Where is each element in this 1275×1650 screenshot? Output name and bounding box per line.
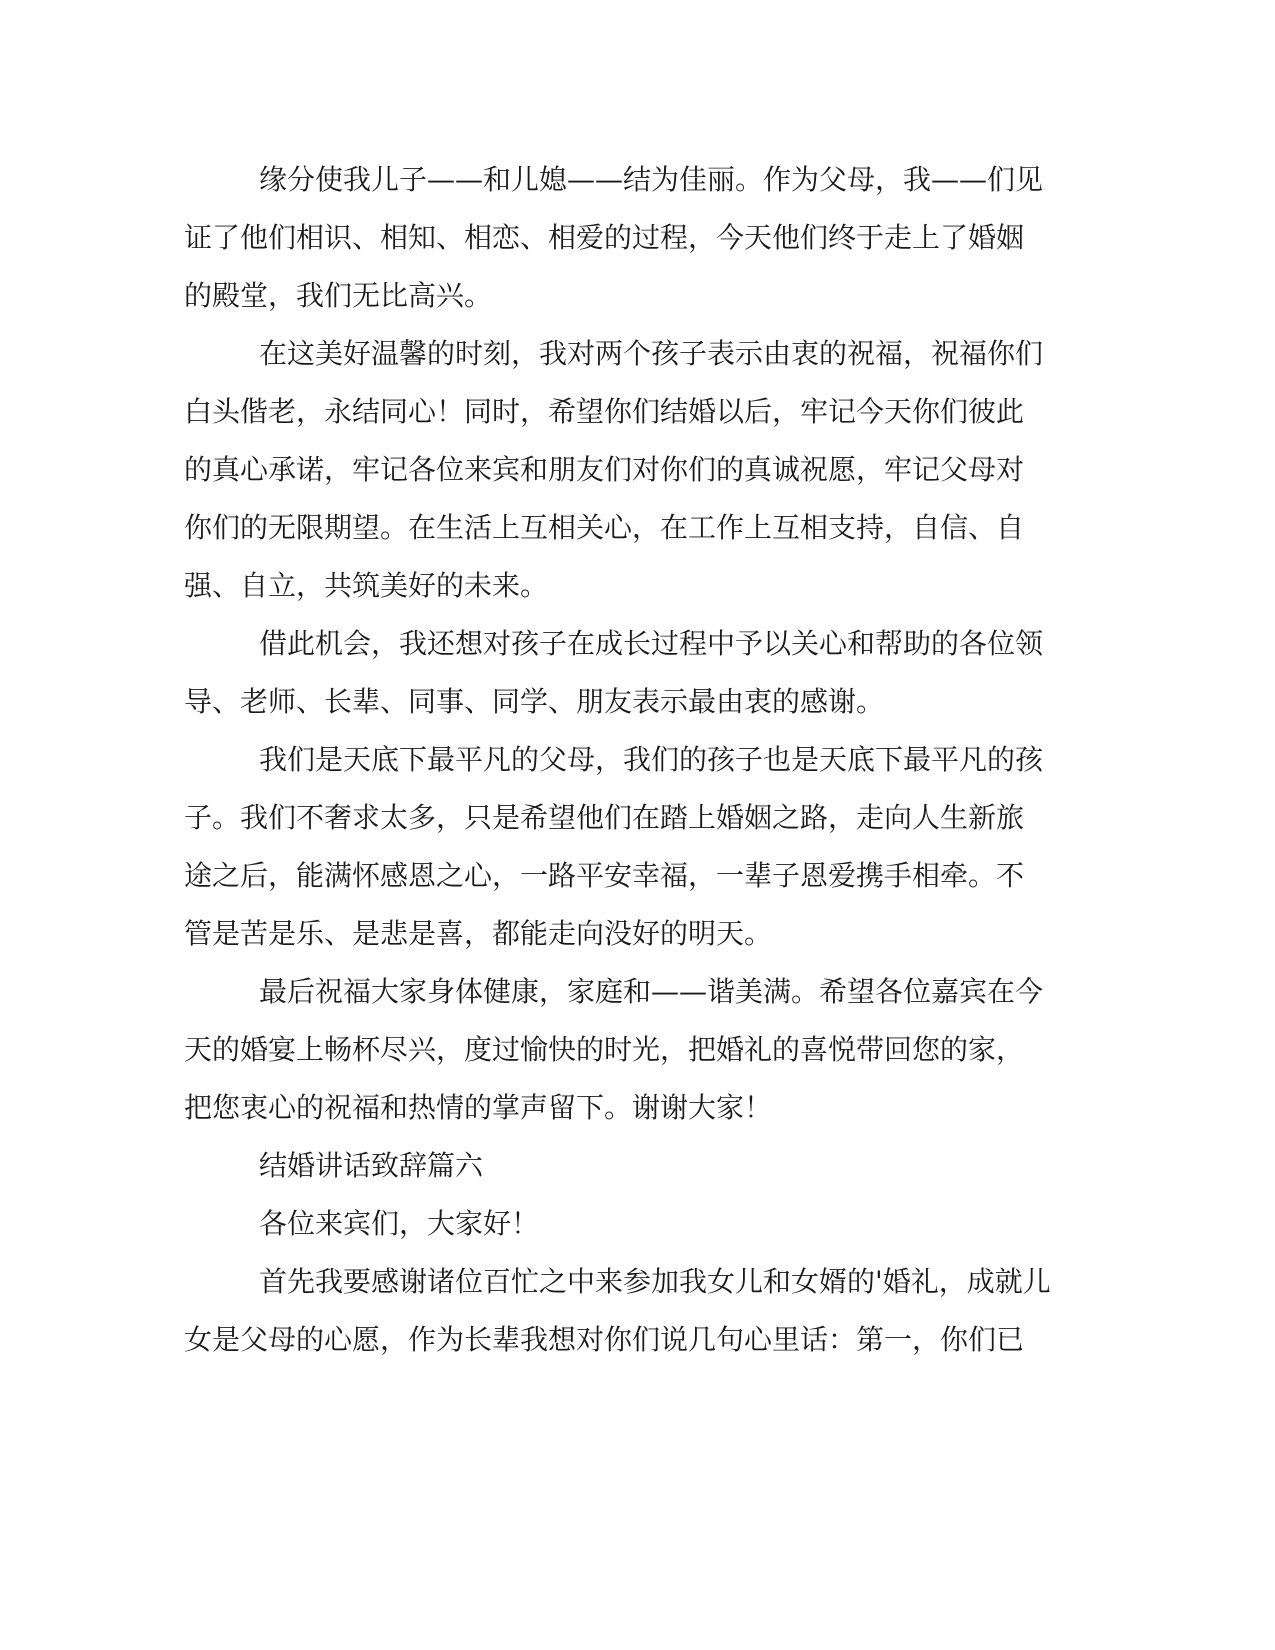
paragraph-line: 证了他们相识、相知、相恋、相爱的过程，今天他们终于走上了婚姻 (184, 221, 1025, 254)
paragraph-line: 你们的无限期望。在生活上互相关心，在工作上互相支持，自信、自 (184, 511, 1025, 544)
paragraph-line: 白头偕老，永结同心！同时，希望你们结婚以后，牢记今天你们彼此 (184, 395, 1025, 428)
paragraph-line: 我们是天底下最平凡的父母，我们的孩子也是天底下最平凡的孩 (259, 743, 1044, 776)
paragraph-line: 女是父母的心愿，作为长辈我想对你们说几句心里话：第一，你们已 (184, 1323, 1025, 1356)
paragraph-line: 借此机会，我还想对孩子在成长过程中予以关心和帮助的各位领 (259, 627, 1044, 660)
paragraph-line: 最后祝福大家身体健康，家庭和——谐美满。希望各位嘉宾在今 (259, 975, 1044, 1008)
paragraph-line: 把您衷心的祝福和热情的掌声留下。谢谢大家！ (184, 1091, 773, 1124)
paragraph-line: 的真心承诺，牢记各位来宾和朋友们对你们的真诚祝愿，牢记父母对 (184, 453, 1025, 486)
section-heading: 结婚讲话致辞篇六 (259, 1149, 484, 1182)
paragraph-line: 天的婚宴上畅杯尽兴，度过愉快的时光，把婚礼的喜悦带回您的家， (184, 1033, 1025, 1066)
paragraph-line: 管是苦是乐、是悲是喜，都能走向没好的明天。 (184, 917, 773, 950)
paragraph-line: 在这美好温馨的时刻，我对两个孩子表示由衷的祝福，祝福你们 (259, 337, 1044, 370)
paragraph-line: 导、老师、长辈、同事、同学、朋友表示最由衷的感谢。 (184, 685, 885, 718)
paragraph-line: 子。我们不奢求太多，只是希望他们在踏上婚姻之路，走向人生新旅 (184, 801, 1025, 834)
paragraph-line: 途之后，能满怀感恩之心，一路平安幸福，一辈子恩爱携手相牵。不 (184, 859, 1025, 892)
paragraph-line: 缘分使我儿子——和儿媳——结为佳丽。作为父母，我——们见 (259, 163, 1044, 196)
greeting-line: 各位来宾们，大家好！ (259, 1207, 540, 1240)
paragraph-line: 的殿堂，我们无比高兴。 (184, 279, 493, 312)
paragraph-line: 强、自立，共筑美好的未来。 (184, 569, 549, 602)
paragraph-line: 首先我要感谢诸位百忙之中来参加我女儿和女婿的'婚礼，成就儿 (259, 1265, 1051, 1298)
